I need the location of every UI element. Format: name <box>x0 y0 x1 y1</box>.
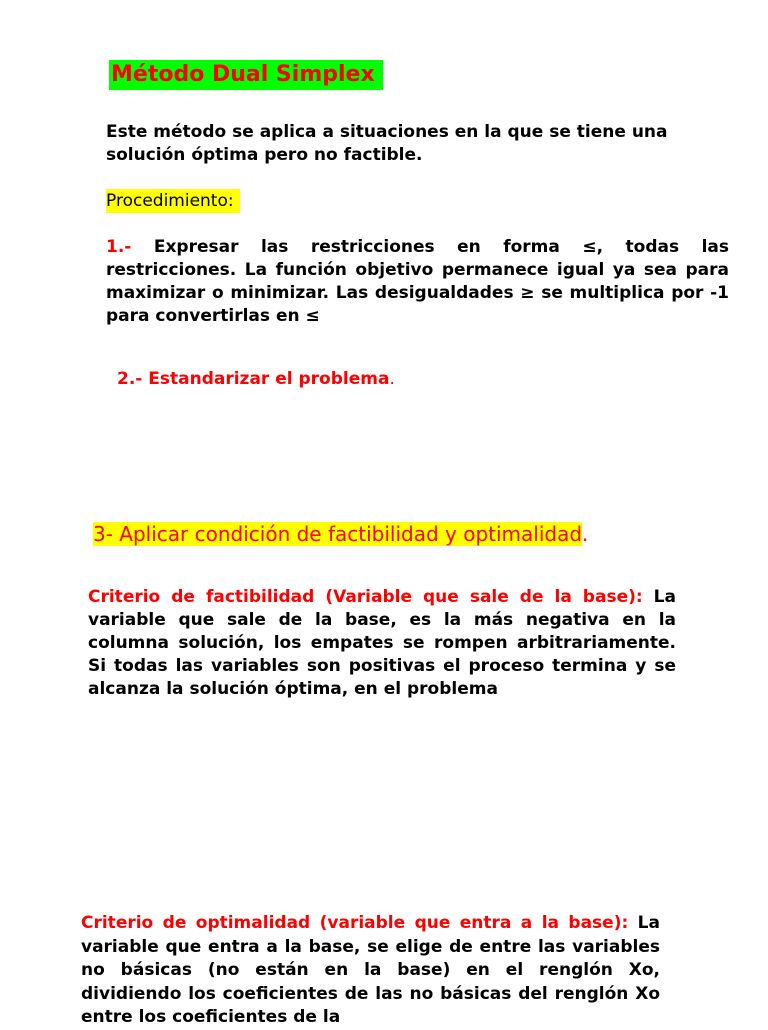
step-1-text: Expresar las restricciones en forma ≤, todas las restricciones. La función objetivo permanece igual ya sea para maximizar o minimizar. Las desigualdades ≥ se multiplica por -1 para convertirlas en ≤ <box>106 237 729 326</box>
step-2-trailing-period: . <box>389 369 395 389</box>
step-3-heading <box>93 520 588 548</box>
step-3-text: 3- Aplicar condición de factibilidad y optimalidad <box>93 522 583 546</box>
step-3-trailing-period: . <box>582 522 589 546</box>
step-2-heading <box>117 368 395 391</box>
feasibility-criterion-text: La variable que sale de la base, es la más negativa en la columna solución, los empates se rompen arbitrariamente. Si todas las variables son positivas el proceso termina y se alcanza la solución óptima, en el problema <box>88 587 676 699</box>
intro-paragraph: Este método se aplica a situaciones en la que se tiene una solución óptima pero no factible. <box>106 122 668 165</box>
document-title: Método Dual Simplex <box>109 60 383 90</box>
step-2-text: 2.- Estandarizar el problema <box>117 369 390 389</box>
optimality-criterion-heading: Criterio de optimalidad (variable que entra a la base): <box>81 913 629 933</box>
feasibility-criterion-paragraph <box>88 586 676 701</box>
procedure-label: Procedimiento: <box>106 189 240 213</box>
optimality-criterion-paragraph <box>81 912 660 1030</box>
step-1-number: 1.- <box>106 237 132 257</box>
feasibility-criterion-heading: Criterio de factibilidad (Variable que sale de la base): <box>88 587 643 607</box>
optimality-criterion-text: La variable que entra a la base, se elige de entre las variables no básicas (no están en la base) en el renglón Xo, dividiendo los coeficientes de las no básicas del renglón Xo entre los coeficientes de la <box>81 913 660 1027</box>
step-1-paragraph <box>106 236 729 328</box>
